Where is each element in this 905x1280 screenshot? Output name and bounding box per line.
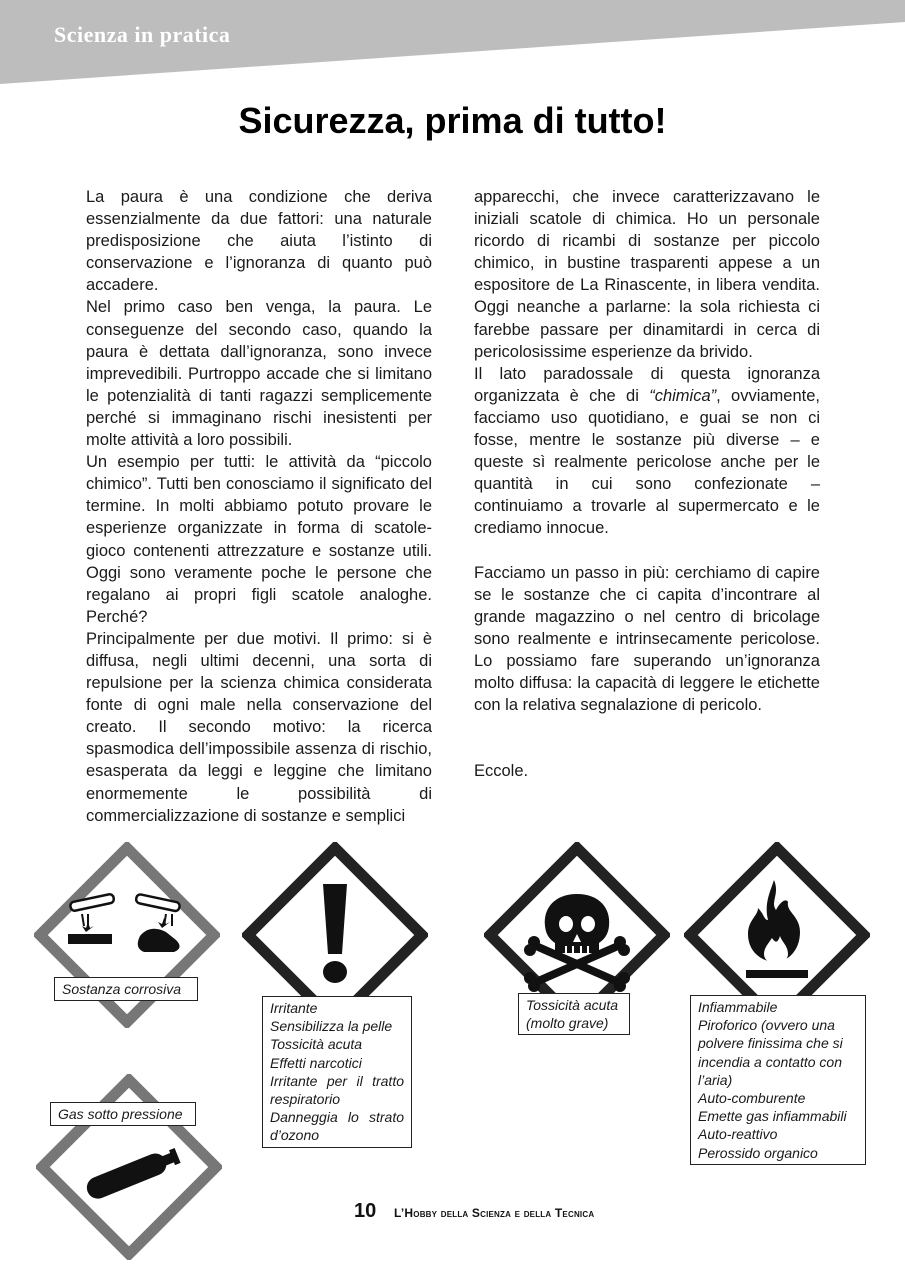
label-line: Auto-reattivo <box>698 1126 778 1143</box>
label-line: Tossicità acuta <box>526 997 619 1013</box>
label-toxic <box>518 993 630 1035</box>
label-corrosive <box>54 977 198 1001</box>
label-line: Piroforico (ovvero una polvere finissima che si incendia a contatto con l’aria) <box>698 1017 843 1088</box>
paragraph: Principalmente per due motivi. Il primo: si è diffusa, negli ultimi decenni, una sorta di repulsione per la scienza chimica considerata fonte di ogni male nella conservazione del creato. Il secondo motivo: la ricerca spasmodica dell’impossibile assenza di rischio, esasperata da leggi e leggine che limitano enormemente le possibilità di commercializzazione di sostanze e semplici <box>86 629 432 825</box>
label-line: Irritante <box>270 1000 318 1016</box>
label-line: Effetti narcotici <box>270 1054 362 1071</box>
publication-name: L’Hobby della Scienza e della Tecnica <box>394 1206 595 1220</box>
label-line: Tossicità acuta <box>270 1036 363 1053</box>
paragraph-text: , ovviamente, facciamo uso quotidiano, e guai se non ci fosse, mentre le sostanze più diverse – e queste sì realmente pericolose anche per le quantità in cui sono confezionate – continuiamo a trovarle al supermercato e le crediamo innocue. <box>474 386 820 538</box>
paragraph-text: Il lato paradossale di questa ignoranza organizzata è che di <box>474 364 820 405</box>
label-flammable <box>690 995 866 1165</box>
label-line: Danneggia lo strato d’ozono <box>270 1109 404 1144</box>
paragraph: Eccole. <box>474 762 529 781</box>
paragraph: Nel primo caso ben venga, la paura. Le conseguenze del secondo caso, quando la paura è dettata dall’ignoranza, sono invece imprevedibili. Purtroppo accade che si limitano le potenzialità di tanti ragazzi semplicemente perché si immaginano rischi inesistenti per molte attività a loro possibili. <box>86 298 432 450</box>
paragraph: La paura è una condizione che deriva essenzialmente da due fattori: una naturale predisposizione che aiuta l’istinto di conservazione e l’ignoranza di quanto può accadere. <box>86 188 432 295</box>
label-line: (molto grave) <box>526 1015 609 1032</box>
section-label: Scienza in pratica <box>54 22 231 47</box>
paragraph: Facciamo un passo in più: cerchiamo di capire se le sostanze che ci capita d’incontrare al grande magazzino o nel centro di bricolage sono realmente e intrinsecamente pericolose. Lo possiamo fare superando un’ignoranza molto diffusa: la capacità di leggere le etichette con la relativa segnalazione di pericolo. <box>474 563 820 715</box>
left-column <box>86 186 432 827</box>
label-line: Irritante per il tratto respiratorio <box>270 1072 404 1108</box>
label-irritant <box>262 996 412 1148</box>
right-column <box>474 186 820 782</box>
label-line: Auto-comburente <box>698 1090 806 1107</box>
paragraph <box>474 363 820 540</box>
paragraph: Un esempio per tutti: le attività da “piccolo chimico”. Tutti ben conosciamo il significato del termine. In molti abbiamo potuto provare le esperienze organizzate in forma di scatole-gioco contenenti attrezzature e sostanze utili. Oggi sono veramente poche le persone che regalano ai propri figli scatole analoghe. Perché? <box>86 453 432 626</box>
page-number: 10 <box>354 1200 377 1222</box>
paragraph: apparecchi, che invece caratterizzavano le iniziali scatole di chimica. Ho un personale ricordo di ricambi di sostanze per piccolo chimico, in bustine trasparenti appese a un espositore de La Rinascente, in libera vendita. Oggi neanche a parlarne: la sola richiesta ci farebbe passare per dinamitardi in cerca di pericolosissime esperienze da brivido. <box>474 188 820 361</box>
page-title: Sicurezza, prima di tutto! <box>238 100 667 141</box>
label-gas <box>50 1102 196 1126</box>
emphasis: “chimica” <box>649 386 717 405</box>
label-line: Emette gas infiammabili <box>698 1108 847 1125</box>
label-line: Perossido organico <box>698 1144 818 1161</box>
label-line: Gas sotto pressione <box>58 1106 183 1122</box>
label-line: Sostanza corrosiva <box>62 981 182 997</box>
label-line: Infiammabile <box>698 999 778 1015</box>
label-line: Sensibilizza la pelle <box>270 1018 393 1035</box>
